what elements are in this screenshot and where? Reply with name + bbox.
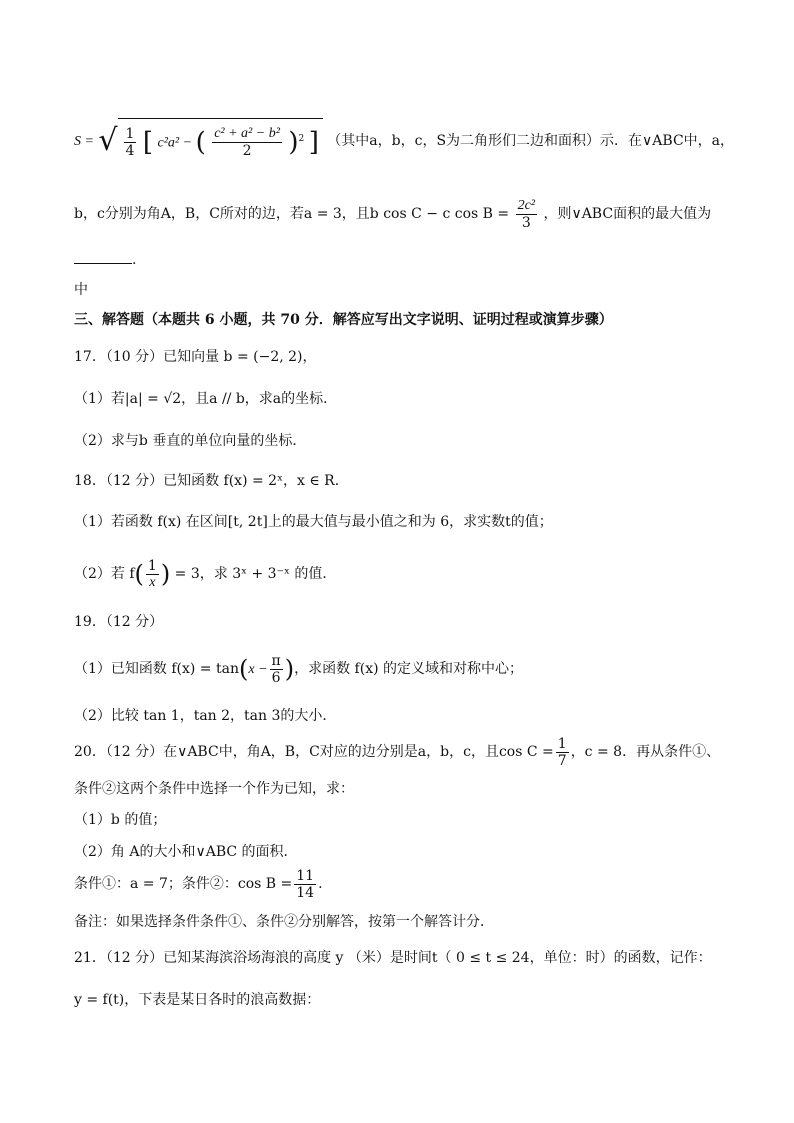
formula-s: S = — [74, 133, 94, 149]
p16-line1-tail: （其中a，b，c，S为二角形们二边和面积）示．在∨ABC中，a， — [327, 132, 734, 149]
formula-body: c²a² − — [157, 135, 196, 151]
q18-part1: （1）若函数 f(x) 在区间[t, 2t]上的最大值与最小值之和为 6，求实数t的值； — [74, 514, 553, 530]
q19-stem: 19．（12 分） — [74, 614, 164, 630]
q20-stem: 20．（12 分）在∨ABC中，角A，B，C对应的边分别是a，b，c，且cos C = $\frac{1}{7}$ ，c = 8．再从条件①、 — [74, 735, 721, 769]
q19-part1: （1）已知函数 f(x) = tan(x − $\frac{\pi}{6}$ )，求函数 f(x) 的定义域和对称中心； — [74, 652, 524, 686]
formula-quarter: $\frac{1}{4}$ — [125, 126, 135, 160]
p16-answer-blank-line: . — [74, 250, 136, 270]
formula-root: √ — [98, 122, 118, 158]
formula-radicand: $\frac{1}{4}$ [ c²a² − ( $\frac{\text{c² + a² − b²}}{2}$ )$^2$ ] — [118, 118, 323, 164]
q17-part2: （2）求与b 垂直的单位向量的坐标． — [74, 433, 307, 449]
q20-cos-fraction: $\frac{1}{7}$ — [557, 735, 567, 769]
answer-blank — [74, 251, 132, 264]
q21-stem: 21．（12 分）已知某海滨浴场海浪的高度 y （米）是时间t（ 0 ≤ t ≤ 24，单位：时）的函数，记作： — [74, 950, 712, 966]
q18-part2: （2）若 f( $\frac{1}{x}$ ) = 3，求 3ˣ + 3⁻ˣ 的值． — [74, 557, 337, 590]
q20-part1: （1）b 的值； — [74, 812, 167, 828]
q19-part2: （2）比较 tan 1，tan 2，tan 3的大小． — [74, 708, 337, 724]
p16-line2: b，c分别为角A，B，C所对的边，若a = 3，且b cos C − c cos B = $\frac{\text{2c²}}{3}$ ，则∨ABC面积的最大值为 — [74, 197, 712, 231]
q18-stem: 18．（12 分）已知函数 f(x) = 2ˣ，x ∈ R． — [74, 473, 349, 489]
q21-line2: y = f(t)，下表是某日各时的浪高数据： — [74, 992, 321, 1008]
stray-char: 中 — [74, 282, 88, 298]
q20-part2: （2）角 A的大小和∨ABC 的面积． — [74, 844, 298, 860]
q20-note: 备注：如果选择条件条件①、条件②分别解答，按第一个解答计分． — [74, 914, 494, 930]
q20-conditions: 条件①：a = 7；条件②：cos B = $\frac{11}{14}$ . — [74, 867, 323, 901]
q18-fraction: $\frac{1}{x}$ — [147, 557, 157, 590]
section-3-title: 三、解答题（本题共 6 小题，共 70 分．解答应写出文字说明、证明过程或演算步骤） — [74, 312, 613, 328]
q19-fraction: $\frac{\pi}{6}$ — [271, 652, 281, 686]
p16-formula-line — [74, 118, 734, 164]
q20-cond-fraction: $\frac{11}{14}$ — [296, 867, 315, 901]
formula-fraction: $\frac{\text{c² + a² − b²}}{2}$ — [214, 126, 280, 160]
q17-part1: （1）若|a| = √2，且a // b，求a的坐标． — [74, 391, 338, 407]
q17-stem: 17．（10 分）已知向量 b = (−2, 2)， — [74, 349, 317, 365]
p16-line2-fraction: $\frac{\text{2c²}}{3}$ — [517, 197, 535, 231]
q20-line2: 条件②这两个条件中选择一个作为已知，求： — [74, 781, 354, 797]
